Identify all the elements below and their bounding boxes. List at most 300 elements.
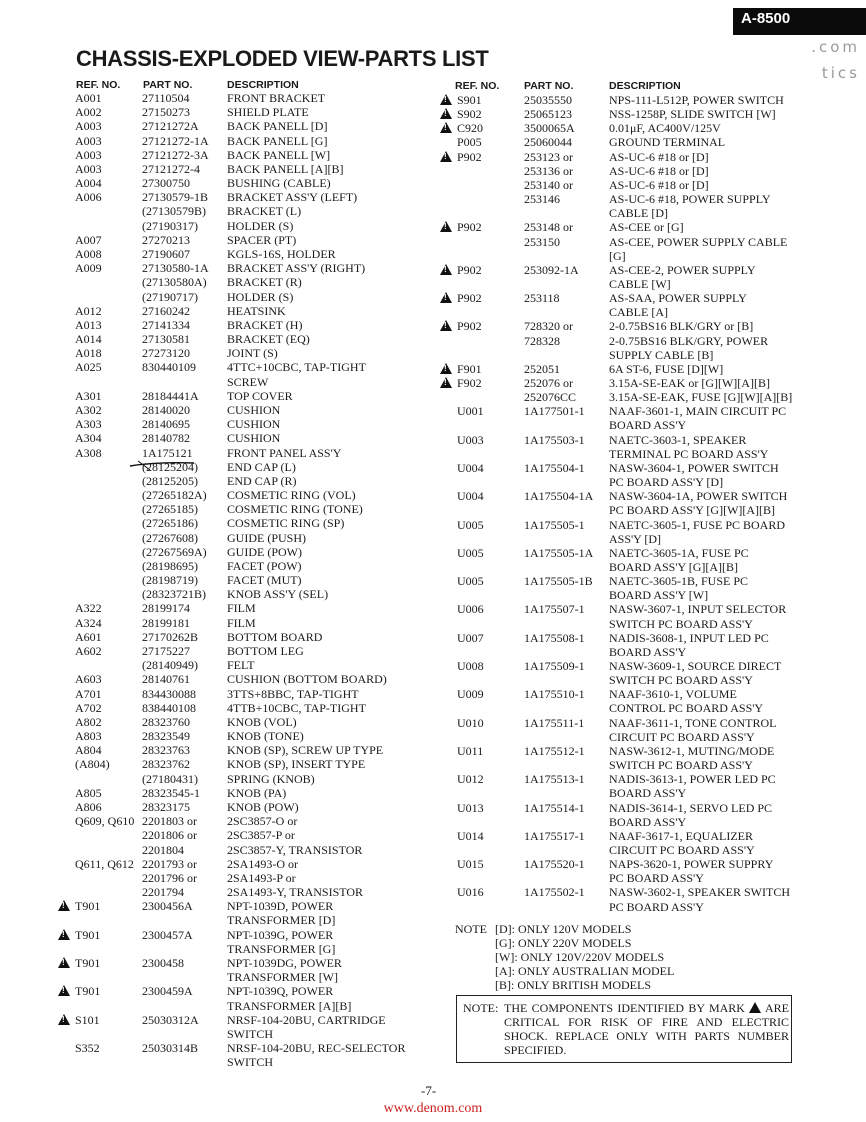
description-cell: 2SA1493-O or: [227, 856, 298, 871]
description-cell: KNOB (PA): [227, 785, 287, 800]
description-cell: BOARD ASS'Y [W]: [609, 588, 709, 603]
part-number-cell: 728328: [524, 333, 560, 348]
description-cell: NPT-1039G, POWER: [227, 927, 334, 942]
part-number-cell: 834430088: [142, 686, 196, 701]
part-number-cell: 28323175: [142, 800, 190, 814]
ref-cell: U013: [457, 800, 484, 815]
description-cell: SWITCH: [227, 1055, 273, 1070]
caution-text: [504, 1001, 789, 1057]
part-number-cell: 2201806 or: [142, 828, 197, 843]
description-cell: TRANSFORMER [G]: [227, 941, 336, 956]
ref-cell: A014: [75, 332, 102, 347]
ref-cell: A004: [75, 176, 102, 191]
ref-cell: P005: [457, 135, 482, 150]
description-cell: GUIDE (PUSH): [227, 530, 306, 545]
ref-cell: U005: [457, 574, 484, 589]
ref-cell: U007: [457, 630, 484, 645]
description-cell: NPT-1039D, POWER: [227, 899, 334, 914]
part-number-cell: 28199174: [142, 601, 190, 616]
part-number-cell: 1A175504-1A: [524, 489, 594, 504]
description-cell: CABLE [W]: [609, 276, 671, 291]
part-number-cell: 253148 or: [524, 220, 573, 235]
description-cell: NASW-3604-1A, POWER SWITCH: [609, 489, 788, 504]
left-col-ref-header: REF. NO.: [76, 79, 121, 91]
part-number-cell: 1A175517-1: [524, 828, 585, 843]
ref-cell: A302: [75, 402, 102, 417]
description-cell: NPT-1039Q, POWER: [227, 984, 334, 999]
description-cell: ASS'Y [D]: [609, 531, 662, 546]
note-item: [D]: ONLY 120V MODELS: [495, 922, 632, 936]
description-cell: BRACKET ASS'Y (LEFT): [227, 190, 358, 205]
description-cell: NASW-3602-1, SPEAKER SWITCH: [609, 885, 791, 900]
ref-cell: A603: [75, 672, 102, 687]
description-cell: 2SC3857-Y, TRANSISTOR: [227, 842, 363, 857]
ref-cell: U015: [457, 857, 484, 872]
warning-triangle-icon: [440, 292, 452, 303]
part-number-cell: 1A175505-1: [524, 517, 585, 532]
warning-triangle-icon: [440, 94, 452, 105]
part-number-cell: 252076CC: [524, 390, 577, 405]
warning-triangle-icon: [440, 108, 452, 119]
part-number-cell: (27180431): [142, 771, 198, 786]
note-item: [W]: ONLY 120V/220V MODELS: [495, 950, 665, 964]
part-number-cell: 1A175520-1: [524, 857, 585, 872]
part-number-cell: 28140761: [142, 672, 190, 687]
part-number-cell: (28125205): [142, 473, 198, 488]
description-cell: BRACKET (L): [227, 204, 302, 219]
part-number-cell: 27121272-1A: [142, 133, 209, 148]
part-number-cell: 1A175511-1: [524, 715, 585, 730]
ref-cell: U011: [457, 743, 484, 758]
description-cell: NAETC-3605-1, FUSE PC BOARD: [609, 517, 786, 532]
notes-label: NOTE: [455, 922, 487, 936]
part-number-cell: 28323549: [142, 729, 190, 744]
ref-cell: U004: [457, 460, 484, 475]
warning-triangle-icon: [58, 957, 70, 968]
ref-cell: U014: [457, 828, 484, 843]
description-cell: NAAF-3617-1, EQUALIZER: [609, 828, 753, 843]
description-cell: SUPPLY CABLE [B]: [609, 347, 714, 362]
part-number-cell: 253123 or: [524, 149, 573, 164]
part-number-cell: (27265182A): [142, 488, 207, 503]
ref-cell: A002: [75, 105, 102, 120]
description-cell: NASW-3604-1, POWER SWITCH: [609, 460, 779, 475]
description-cell: CUSHION: [227, 402, 281, 417]
description-cell: BOARD ASS'Y [G][A][B]: [609, 559, 739, 574]
part-number-cell: 25030312A: [142, 1012, 199, 1027]
ref-cell: A003: [75, 119, 102, 134]
ref-cell: P902: [457, 319, 482, 334]
description-cell: BOARD ASS'Y: [609, 814, 687, 829]
ref-cell: A308: [75, 445, 102, 460]
part-number-cell: 838440108: [142, 700, 196, 715]
ref-cell: (A804): [75, 757, 110, 772]
part-number-cell: 1A175512-1: [524, 743, 585, 758]
ref-cell: A025: [75, 360, 102, 375]
description-cell: 0.01μF, AC400V/125V: [609, 121, 721, 136]
caution-note-box: [456, 995, 792, 1063]
part-number-cell: (27190317): [142, 218, 198, 233]
warning-triangle-icon: [749, 1002, 761, 1013]
part-number-cell: 1A175504-1: [524, 460, 585, 475]
ref-cell: S901: [457, 93, 482, 107]
description-cell: 6A ST-6, FUSE [D][W]: [609, 361, 724, 376]
ref-cell: A802: [75, 714, 102, 729]
part-number-cell: (27190717): [142, 289, 198, 304]
description-cell: PC BOARD ASS'Y [D]: [609, 475, 724, 490]
right-col-part-header: PART NO.: [524, 80, 574, 92]
part-number-cell: 28140782: [142, 431, 190, 446]
description-cell: BOTTOM LEG: [227, 644, 304, 659]
description-cell: NAETC-3603-1, SPEAKER: [609, 432, 747, 447]
description-cell: [G]: [609, 248, 626, 263]
right-col-desc-header: DESCRIPTION: [609, 80, 681, 92]
ref-cell: T901: [75, 899, 101, 914]
description-cell: BUSHING (CABLE): [227, 176, 331, 191]
part-number-cell: 1A175508-1: [524, 630, 585, 645]
part-number-cell: 253118: [524, 291, 560, 306]
description-cell: BRACKET ASS'Y (RIGHT): [227, 261, 366, 276]
description-cell: COSMETIC RING (SP): [227, 516, 345, 531]
description-cell: AS-UC-6 #18 or [D]: [609, 163, 709, 178]
ref-cell: A003: [75, 161, 102, 176]
description-cell: TRANSFORMER [D]: [227, 913, 336, 928]
description-cell: CABLE [A]: [609, 305, 668, 320]
description-cell: GROUND TERMINAL: [609, 135, 726, 150]
part-number-cell: 2300459A: [142, 984, 193, 999]
description-cell: NAAF-3610-1, VOLUME: [609, 687, 737, 702]
part-number-cell: 27190607: [142, 246, 190, 261]
description-cell: BOARD ASS'Y: [609, 418, 687, 433]
description-cell: BOARD ASS'Y: [609, 786, 687, 801]
note-item: [G]: ONLY 220V MODELS: [495, 936, 632, 950]
left-col-part-header: PART NO.: [143, 79, 193, 91]
description-cell: SPRING (KNOB): [227, 771, 315, 786]
part-number-cell: 27130580-1A: [142, 261, 209, 276]
ref-cell: Q609, Q610: [75, 814, 135, 829]
part-number-cell: 1A175502-1: [524, 885, 585, 900]
description-cell: 2SA1493-Y, TRANSISTOR: [227, 885, 364, 900]
part-number-cell: 27170262B: [142, 629, 199, 644]
handwritten-underline: [128, 457, 198, 471]
description-cell: CUSHION: [227, 417, 281, 432]
description-cell: BRACKET (H): [227, 317, 303, 332]
ref-cell: P902: [457, 149, 482, 164]
caution-label: NOTE:: [463, 1001, 499, 1015]
description-cell: FRONT BRACKET: [227, 91, 326, 105]
ref-cell: U012: [457, 772, 484, 787]
description-cell: FRONT PANEL ASS'Y: [227, 445, 342, 460]
description-cell: AS-CEE-2, POWER SUPPLY: [609, 262, 756, 277]
part-number-cell: 1A175121: [142, 445, 193, 460]
warning-triangle-icon: [58, 900, 70, 911]
ref-cell: U008: [457, 659, 484, 673]
part-number-cell: 253150: [524, 234, 560, 249]
ref-cell: P902: [457, 220, 482, 235]
page-title: CHASSIS-EXPLODED VIEW-PARTS LIST: [76, 46, 489, 71]
description-cell: NRSF-104-20BU, CARTRIDGE: [227, 1012, 386, 1027]
description-cell: 3.15A-SE-EAK, FUSE [G][W][A][B]: [609, 390, 793, 405]
description-cell: SCREW: [227, 374, 269, 389]
ref-cell: A001: [75, 91, 102, 105]
part-number-cell: 2201796 or: [142, 870, 197, 885]
ref-cell: A006: [75, 190, 102, 205]
part-number-cell: 25030314B: [142, 1041, 199, 1056]
part-number-cell: 27121272A: [142, 119, 199, 134]
ref-cell: A003: [75, 147, 102, 162]
description-cell: SWITCH: [227, 1026, 273, 1041]
ref-cell: A602: [75, 644, 102, 659]
description-cell: 2-0.75BS16 BLK/GRY or [B]: [609, 319, 754, 334]
description-cell: FILM: [227, 601, 256, 616]
description-cell: HEATSINK: [227, 303, 286, 318]
part-number-cell: 253092-1A: [524, 262, 579, 277]
part-number-cell: 2300458: [142, 955, 184, 970]
ref-cell: A701: [75, 686, 102, 701]
ref-cell: F902: [457, 376, 482, 390]
description-cell: KNOB (TONE): [227, 729, 304, 744]
part-number-cell: 27175227: [142, 644, 190, 659]
part-number-cell: 253146: [524, 192, 560, 207]
part-number-cell: 1A175510-1: [524, 687, 585, 702]
ref-cell: U004: [457, 489, 484, 504]
part-number-cell: 2300457A: [142, 927, 193, 942]
part-number-cell: 252076 or: [524, 376, 573, 390]
part-number-cell: 27150273: [142, 105, 190, 120]
part-number-cell: 2201803 or: [142, 814, 197, 829]
description-cell: KNOB (VOL): [227, 714, 297, 729]
part-number-cell: 27160242: [142, 303, 190, 318]
part-number-cell: 28323763: [142, 743, 190, 758]
description-cell: NADIS-3608-1, INPUT LED PC: [609, 630, 769, 645]
description-cell: NAPS-3620-1, POWER SUPPRY: [609, 857, 774, 872]
part-number-cell: (27130579B): [142, 204, 206, 219]
part-number-cell: 1A175509-1: [524, 659, 585, 673]
part-number-cell: 25065123: [524, 107, 572, 122]
description-cell: 3.15A-SE-EAK or [G][W][A][B]: [609, 376, 770, 390]
part-number-cell: (27265186): [142, 516, 198, 531]
ref-cell: T901: [75, 927, 101, 942]
warning-triangle-icon: [440, 221, 452, 232]
part-number-cell: (28125204): [142, 459, 198, 474]
part-number-cell: 1A175514-1: [524, 800, 585, 815]
description-cell: BRACKET (EQ): [227, 332, 310, 347]
description-cell: SWITCH PC BOARD ASS'Y: [609, 616, 753, 631]
caution-text-after: ARE CRITICAL FOR RISK OF FIRE AND ELECTRIC SHOCK. REPLACE ONLY WITH PARTS NUMBER SPECIFIED.: [504, 1001, 789, 1057]
description-cell: NASW-3607-1, INPUT SELECTOR: [609, 602, 787, 617]
warning-triangle-icon: [440, 320, 452, 331]
ref-cell: A702: [75, 700, 102, 715]
part-number-cell: (28323721B): [142, 587, 206, 602]
description-cell: 2SA1493-P or: [227, 870, 296, 885]
part-number-cell: (27130580A): [142, 275, 207, 290]
part-number-cell: 253136 or: [524, 163, 573, 178]
description-cell: AS-UC-6 #18 or [D]: [609, 149, 709, 164]
warning-triangle-icon: [58, 1014, 70, 1025]
description-cell: HOLDER (S): [227, 218, 294, 233]
description-cell: 2-0.75BS16 BLK/GRY, POWER: [609, 333, 769, 348]
part-number-cell: (27267569A): [142, 544, 207, 559]
note-item: [B]: ONLY BRITISH MODELS: [495, 978, 652, 992]
warning-triangle-icon: [440, 377, 452, 388]
ref-cell: T901: [75, 984, 101, 999]
description-cell: 4TTB+10CBC, TAP-TIGHT: [227, 700, 366, 715]
part-number-cell: 2201794: [142, 885, 184, 900]
description-cell: HOLDER (S): [227, 289, 294, 304]
part-number-cell: 830440109: [142, 360, 196, 375]
description-cell: KNOB (SP), SCREW UP TYPE: [227, 743, 384, 758]
ref-cell: Q611, Q612: [75, 856, 134, 871]
part-number-cell: 25035550: [524, 93, 572, 107]
description-cell: FILM: [227, 615, 256, 630]
part-number-cell: 28140695: [142, 417, 190, 432]
description-cell: END CAP (R): [227, 473, 297, 488]
ref-cell: A803: [75, 729, 102, 744]
description-cell: PC BOARD ASS'Y: [609, 871, 704, 886]
description-cell: KNOB ASS'Y (SEL): [227, 587, 329, 602]
part-number-cell: 27121272-4: [142, 161, 200, 176]
part-number-cell: 28323762: [142, 757, 190, 772]
note-item: [A]: ONLY AUSTRALIAN MODEL: [495, 964, 675, 978]
description-cell: FELT: [227, 658, 255, 673]
left-col-desc-header: DESCRIPTION: [227, 79, 299, 91]
ref-cell: U010: [457, 715, 484, 730]
warning-triangle-icon: [440, 363, 452, 374]
part-number-cell: 2201793 or: [142, 856, 197, 871]
description-cell: KGLS-16S, HOLDER: [227, 246, 336, 261]
ref-cell: A012: [75, 303, 102, 318]
description-cell: 4TTC+10CBC, TAP-TIGHT: [227, 360, 366, 375]
description-cell: 2SC3857-O or: [227, 814, 298, 829]
ref-cell: A304: [75, 431, 102, 446]
description-cell: KNOB (POW): [227, 800, 299, 814]
ref-cell: S352: [75, 1041, 100, 1056]
ref-cell: A324: [75, 615, 102, 630]
description-cell: NAAF-3611-1, TONE CONTROL: [609, 715, 777, 730]
description-cell: NAETC-3605-1A, FUSE PC: [609, 545, 749, 560]
part-number-cell: 2300456A: [142, 899, 193, 914]
part-number-cell: (28140949): [142, 658, 198, 673]
description-cell: AS-SAA, POWER SUPPLY: [609, 291, 747, 306]
ref-cell: T901: [75, 955, 101, 970]
description-cell: JOINT (S): [227, 346, 278, 361]
ref-cell: A018: [75, 346, 102, 361]
description-cell: KNOB (SP), INSERT TYPE: [227, 757, 366, 772]
part-number-cell: 1A175503-1: [524, 432, 585, 447]
side-watermark-bottom: tics: [821, 64, 860, 82]
ref-cell: U006: [457, 602, 484, 617]
description-cell: NAETC-3605-1B, FUSE PC: [609, 574, 749, 589]
description-cell: BACK PANELL [A][B]: [227, 161, 344, 176]
page-number: -7-: [421, 1083, 437, 1098]
part-number-cell: 3500065A: [524, 121, 575, 136]
part-number-cell: 27121272-3A: [142, 147, 209, 162]
description-cell: CABLE [D]: [609, 206, 668, 221]
ref-cell: A601: [75, 629, 102, 644]
part-number-cell: 1A175513-1: [524, 772, 585, 787]
description-cell: CIRCUIT PC BOARD ASS'Y: [609, 729, 755, 744]
description-cell: BOARD ASS'Y: [609, 644, 687, 659]
ref-cell: A301: [75, 388, 102, 403]
part-number-cell: 728320 or: [524, 319, 573, 334]
part-number-cell: 1A177501-1: [524, 404, 585, 419]
warning-triangle-icon: [440, 122, 452, 133]
part-number-cell: 27270213: [142, 232, 190, 247]
description-cell: AS-UC-6 #18, POWER SUPPLY: [609, 192, 771, 207]
warning-triangle-icon: [440, 264, 452, 275]
description-cell: NPT-1039DG, POWER: [227, 955, 342, 970]
description-cell: FACET (POW): [227, 558, 302, 573]
part-number-cell: 27273120: [142, 346, 190, 361]
description-cell: SWITCH PC BOARD ASS'Y: [609, 758, 753, 773]
side-watermark-top: .com: [811, 38, 860, 56]
description-cell: PC BOARD ASS'Y: [609, 899, 704, 914]
description-cell: NADIS-3613-1, POWER LED PC: [609, 772, 776, 787]
ref-cell: A322: [75, 601, 102, 616]
warning-triangle-icon: [58, 985, 70, 996]
description-cell: TOP COVER: [227, 388, 293, 403]
part-number-cell: 27130581: [142, 332, 190, 347]
ref-cell: U009: [457, 687, 484, 702]
description-cell: 3TTS+8BBC, TAP-TIGHT: [227, 686, 359, 701]
description-cell: BACK PANELL [G]: [227, 133, 328, 148]
ref-cell: F901: [457, 361, 482, 376]
ref-cell: A007: [75, 232, 102, 247]
description-cell: SWITCH PC BOARD ASS'Y: [609, 673, 753, 688]
description-cell: BACK PANELL [D]: [227, 119, 328, 134]
description-cell: 2SC3857-P or: [227, 828, 295, 843]
ref-cell: A013: [75, 317, 102, 332]
part-number-cell: 2201804: [142, 842, 184, 857]
part-number-cell: 27110504: [142, 91, 190, 105]
description-cell: BACK PANELL [W]: [227, 147, 331, 162]
ref-cell: P902: [457, 262, 482, 277]
part-number-cell: (28198695): [142, 558, 198, 573]
warning-triangle-icon: [58, 929, 70, 940]
ref-cell: A003: [75, 133, 102, 148]
description-cell: TRANSFORMER [A][B]: [227, 998, 352, 1013]
part-number-cell: 253140 or: [524, 177, 573, 192]
part-number-cell: (27265185): [142, 502, 198, 517]
description-cell: NPS-111-L512P, POWER SWITCH: [609, 93, 784, 107]
description-cell: COSMETIC RING (VOL): [227, 488, 356, 503]
description-cell: SPACER (PT): [227, 232, 297, 247]
part-number-cell: 27300750: [142, 176, 190, 191]
part-number-cell: 28323760: [142, 714, 190, 729]
part-number-cell: 1A175505-1B: [524, 574, 593, 589]
description-cell: FACET (MUT): [227, 573, 302, 588]
part-number-cell: 28184441A: [142, 388, 199, 403]
warning-triangle-icon: [440, 151, 452, 162]
description-cell: SHIELD PLATE: [227, 105, 309, 120]
description-cell: END CAP (L): [227, 459, 296, 474]
description-cell: NASW-3612-1, MUTING/MODE: [609, 743, 775, 758]
ref-cell: A303: [75, 417, 102, 432]
ref-cell: U005: [457, 545, 484, 560]
part-number-cell: 25060044: [524, 135, 572, 150]
description-cell: CUSHION: [227, 431, 281, 446]
ref-cell: A804: [75, 743, 102, 758]
ref-cell: A009: [75, 261, 102, 276]
part-number-cell: (27267608): [142, 530, 198, 545]
ref-cell: U001: [457, 404, 484, 419]
description-cell: NRSF-104-20BU, REC-SELECTOR: [227, 1041, 406, 1056]
part-number-cell: 27130579-1B: [142, 190, 208, 205]
part-number-cell: (28198719): [142, 573, 198, 588]
ref-cell: P902: [457, 291, 482, 306]
description-cell: PC BOARD ASS'Y [G][W][A][B]: [609, 503, 776, 518]
footer-url: www.denom.com: [383, 1101, 483, 1116]
